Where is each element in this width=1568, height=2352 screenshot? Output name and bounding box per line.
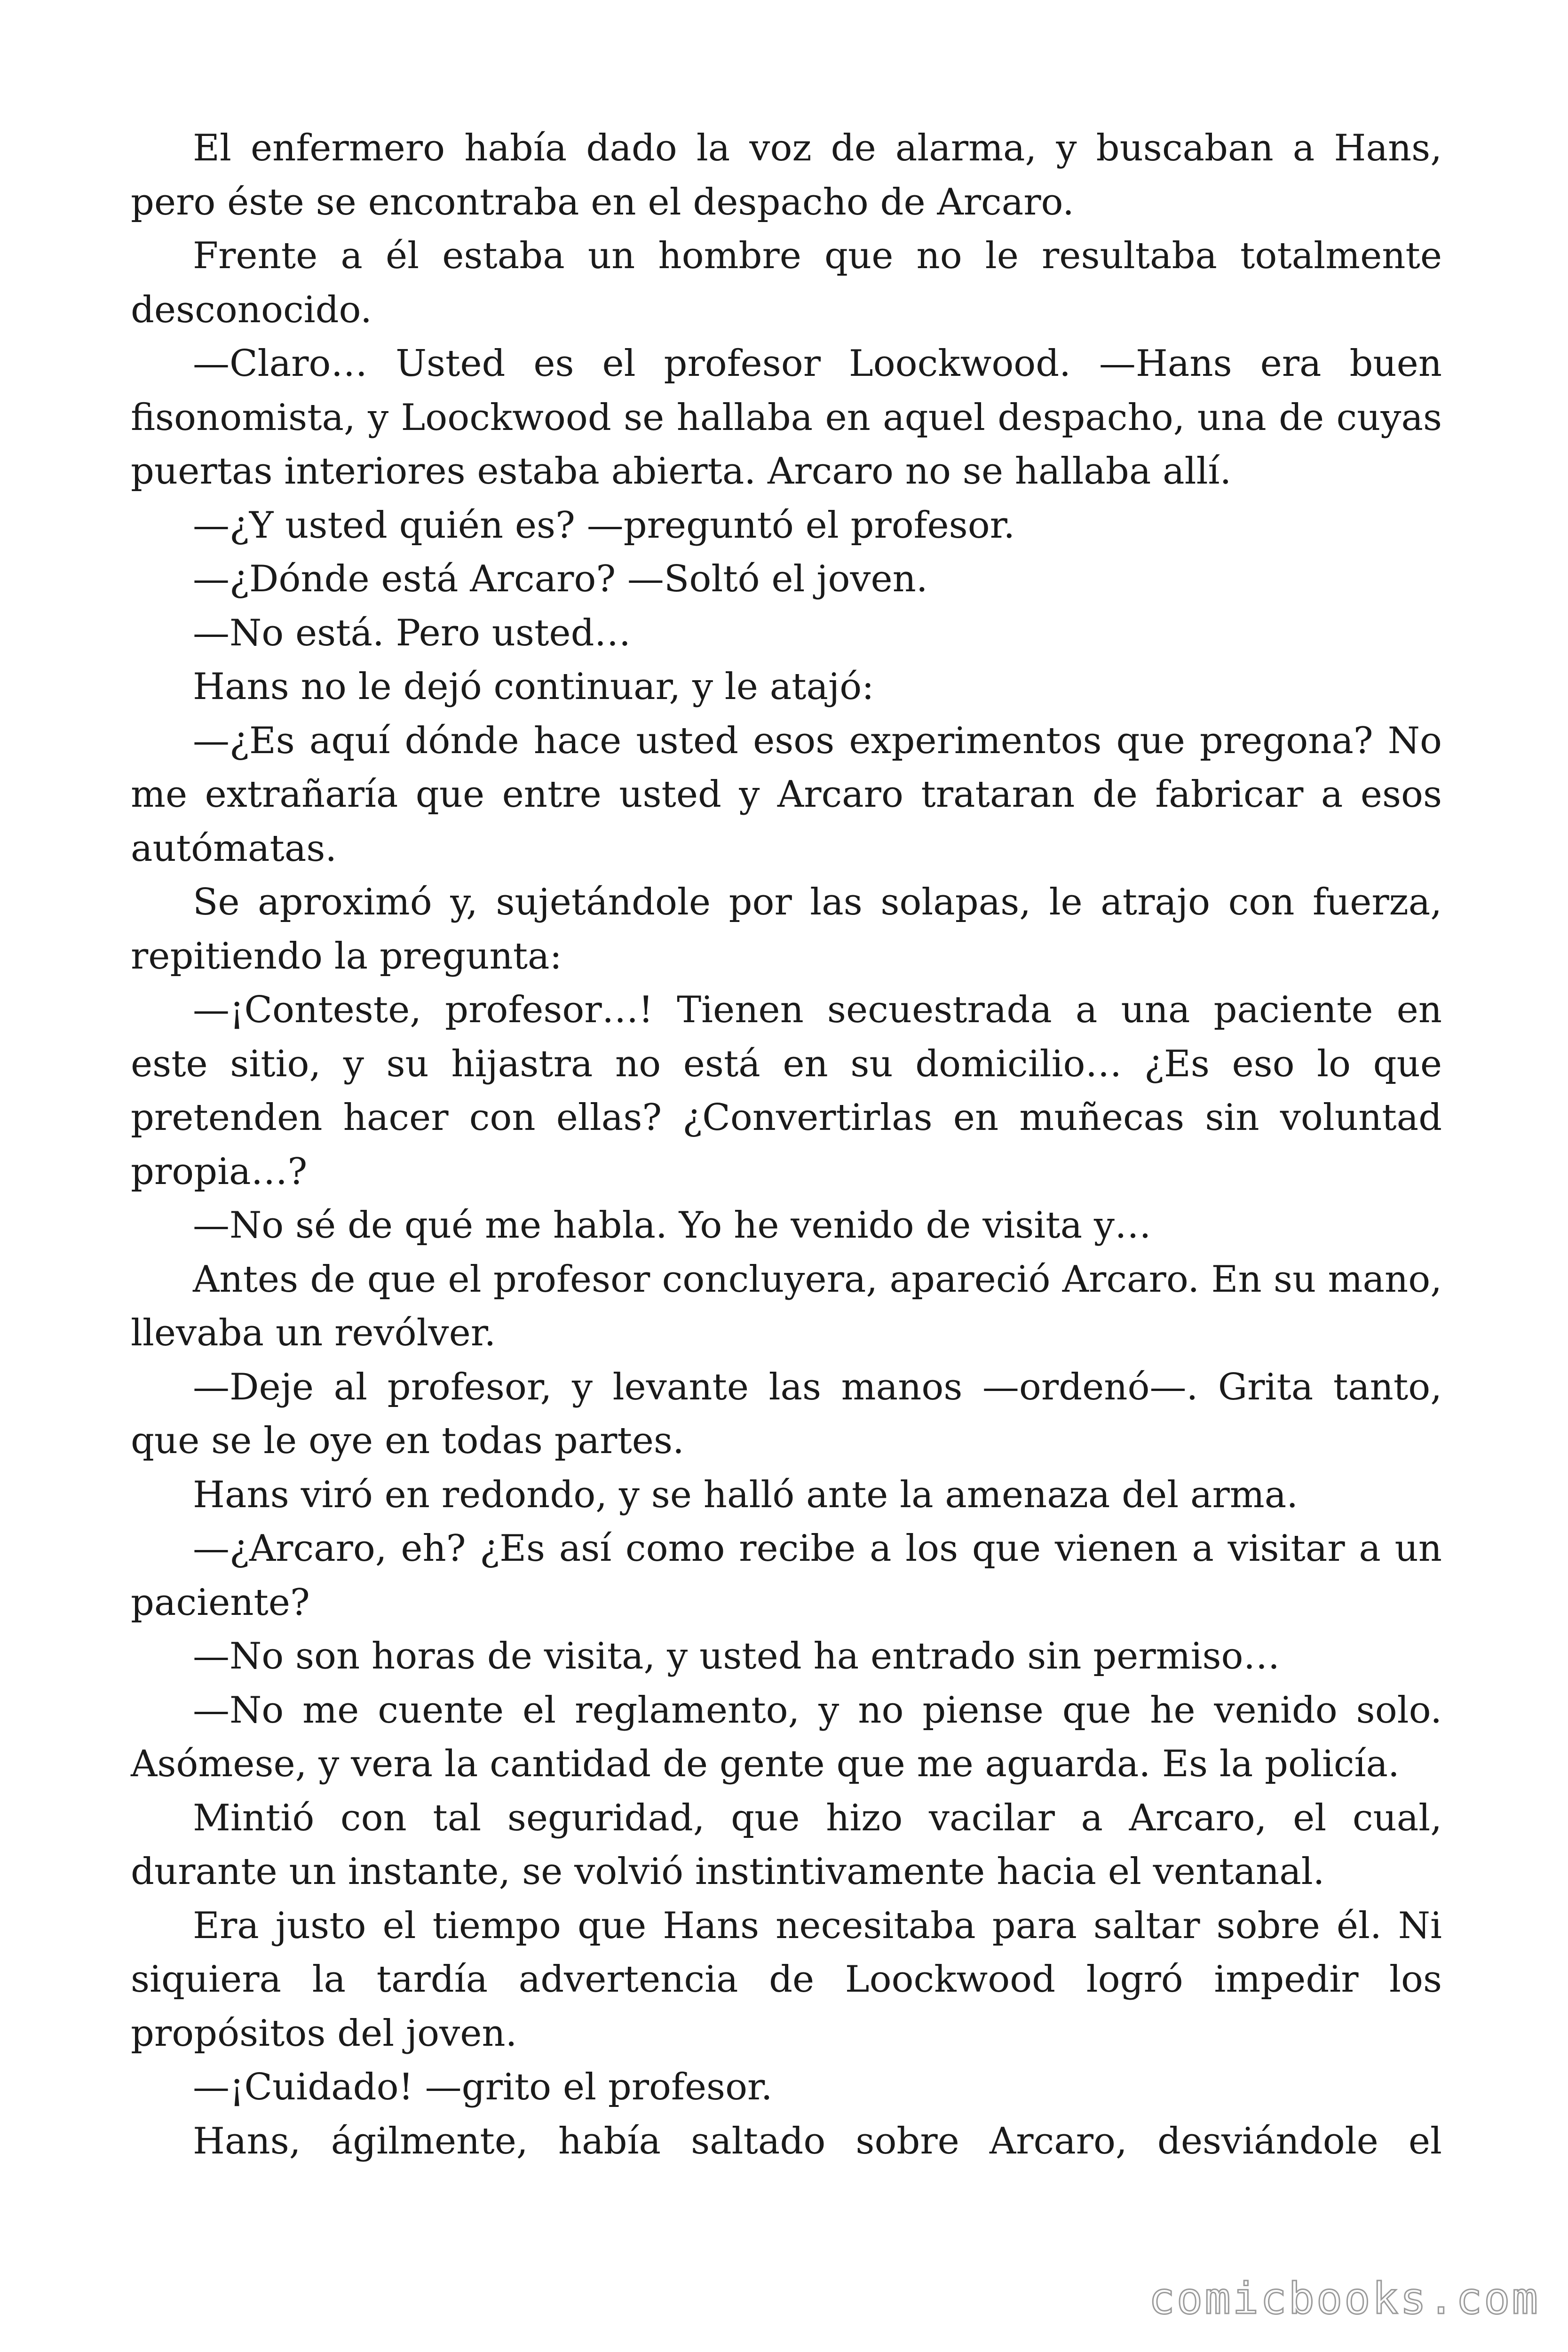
paragraph-2: Frente a él estaba un hombre que no le resultaba totalmente desconocido. [131,235,1442,331]
paragraph-14: Hans viró en redondo, y se halló ante la amenaza del arma. [193,1473,1299,1516]
paragraph-15: —¿Arcaro, eh? ¿Es así como recibe a los que vienen a visitar a un paciente? [131,1527,1442,1624]
paragraph-1: El enfermero había dado la voz de alarma, y buscaban a Hans, pero éste se encontraba en el despacho de Arcaro. [131,127,1442,223]
paragraph-9: Se aproximó y, sujetándole por las solapas, le atrajo con fuerza, repitiendo la pregunta: [131,881,1442,977]
watermark: comicbooks.com [1148,2273,1540,2324]
paragraph-3: —Claro… Usted es el profesor Loockwood. —Hans era buen fisonomista, y Loockwood se hallaba en aquel despacho, una de cuyas puertas interiores estaba abierta. Arcaro no se hallaba allí. [131,342,1442,493]
paragraph-20: —¡Cuidado! —grito el profesor. [193,2066,773,2108]
paragraph-17: —No me cuente el reglamento, y no piense que he venido solo. Asómese, y vera la cantidad de gente que me aguarda. Es la policía. [131,1689,1442,1785]
paragraph-13: —Deje al profesor, y levante las manos —ordenó—. Grita tanto, que se le oye en todas partes. [131,1366,1442,1462]
paragraph-21: Hans, ágilmente, había saltado sobre Arcaro, desviándole el [193,2120,1442,2162]
paragraph-8: —¿Es aquí dónde hace usted esos experimentos que pregona? No me extrañaría que entre usted y Arcaro trataran de fabricar a esos autómatas. [131,719,1442,870]
paragraph-12: Antes de que el profesor concluyera, apareció Arcaro. En su mano, llevaba un revólver. [131,1258,1442,1354]
paragraph-19: Era justo el tiempo que Hans necesitaba para saltar sobre él. Ni siquiera la tardía advertencia de Loockwood logró impedir los propósitos del joven. [131,1904,1442,2055]
paragraph-18: Mintió con tal seguridad, que hizo vacilar a Arcaro, el cual, durante un instante, se volvió instintivamente hacia el ventanal. [131,1796,1442,1893]
paragraph-7: Hans no le dejó continuar, y le atajó: [193,666,874,708]
paragraph-6: —No está. Pero usted… [193,612,631,654]
paragraph-4: —¿Y usted quién es? —preguntó el profesor. [193,504,1015,547]
body-text [131,121,1442,2168]
paragraph-5: —¿Dónde está Arcaro? —Soltó el joven. [193,558,928,600]
paragraph-16: —No son horas de visita, y usted ha entrado sin permiso… [193,1635,1280,1677]
paragraph-10: —¡Conteste, profesor…! Tienen secuestrada a una paciente en este sitio, y su hijastra no está en su domicilio… ¿Es eso lo que pretenden hacer con ellas? ¿Convertirlas en muñecas sin voluntad propia…? [131,989,1442,1193]
paragraph-11: —No sé de qué me habla. Yo he venido de visita y… [193,1204,1151,1247]
